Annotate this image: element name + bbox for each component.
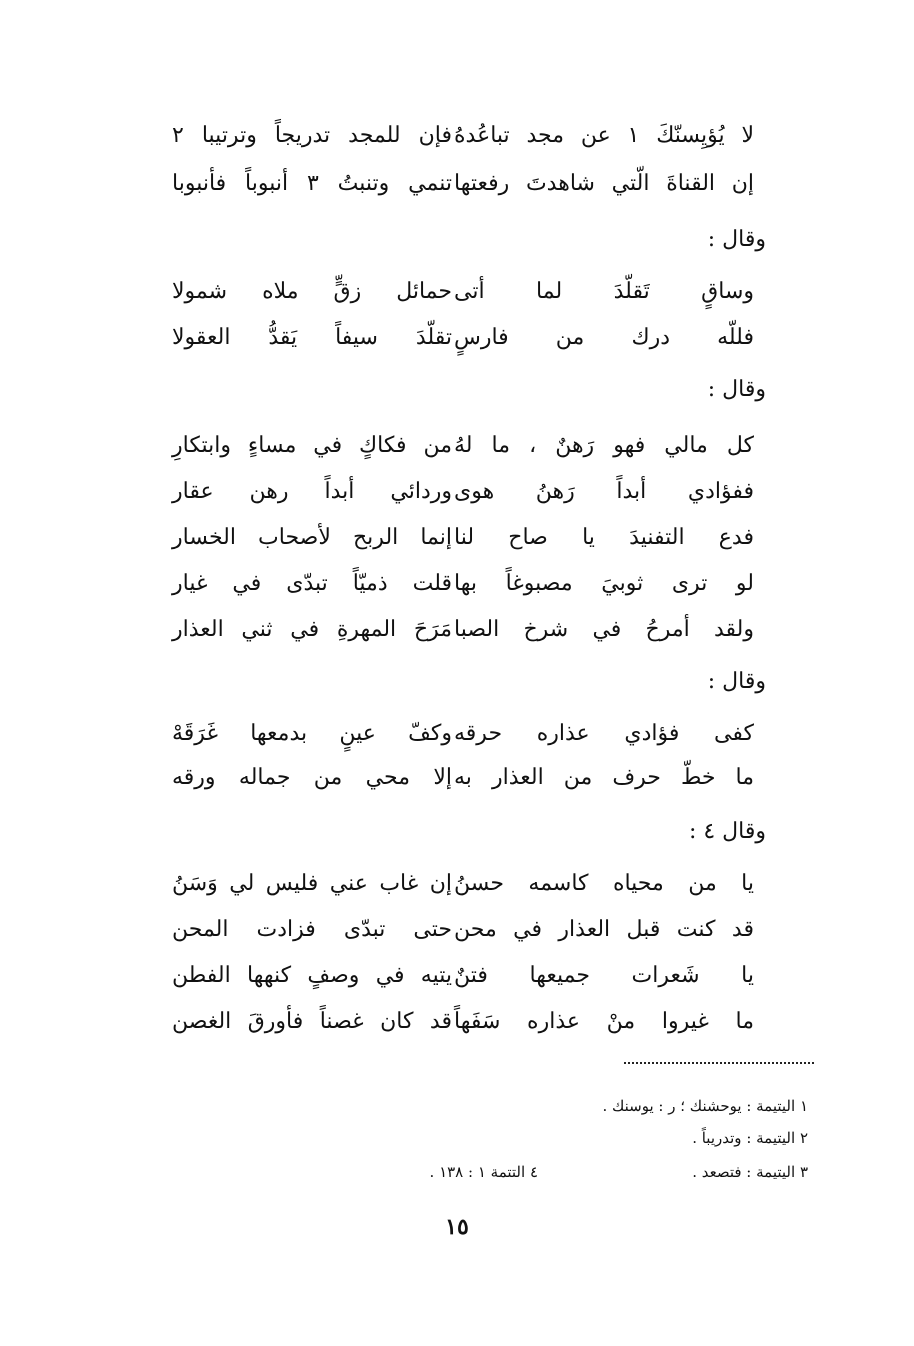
section-heading: وقال :	[707, 227, 766, 252]
verse-hemistich-2: حتى تبدّى فزادت المحن	[172, 917, 452, 942]
footnote-2: ٢ اليتيمة : وتدريباً .	[692, 1129, 808, 1147]
verse-hemistich-2: يتيه في وصفٍ كنهها الفطن	[172, 963, 452, 988]
verse-hemistich-2: قلت ذميّاً تبدّى في غيار	[172, 571, 452, 596]
verse-hemistich-1: كفى فؤادي عذاره حرقه	[454, 721, 754, 746]
verse-hemistich-1: لو ترى ثوبيَ مصبوغاً بها	[454, 571, 754, 596]
verse-hemistich-1: إن القناةَ الّتي شاهدتَ رفعتها	[454, 171, 754, 196]
verse-hemistich-2: وكفّ عينٍ بدمعها غَرَقَهْ	[172, 721, 452, 746]
section-heading: وقال :	[707, 377, 766, 402]
verse-hemistich-1: يا شَعرات جميعها فتنٌ	[454, 963, 754, 988]
verse-hemistich-2: وردائي أبداً رهن عقار	[172, 479, 452, 504]
verse-hemistich-1: ما غيروا منْ عذاره سَفَهاً	[454, 1009, 754, 1034]
verse-hemistich-1: فدع التفنيدَ يا صاح لنا	[454, 525, 754, 550]
verse-hemistich-2: حمائل زقٍّ ملاه شمولا	[172, 279, 452, 304]
verse-hemistich-2: إلا محي من جماله ورقه	[172, 765, 452, 790]
footnote-divider	[624, 1062, 814, 1064]
verse-hemistich-1: لا يُؤيِسنّكَ ١ عن مجد تباعُدهُ	[454, 123, 754, 148]
verse-hemistich-2: تقلّدَ سيفاً يَقدُّ العقولا	[172, 325, 452, 350]
verse-hemistich-2: إن غاب عني فليس لي وَسَنُ	[172, 871, 452, 896]
verse-hemistich-2: إنما الربح لأصحاب الخسار	[172, 525, 452, 550]
section-heading: وقال :	[707, 669, 766, 694]
verse-hemistich-2: مَرَحَ المهرةِ في ثني العذار	[172, 617, 452, 642]
footnote-4: ٤ التتمة ١ : ١٣٨ .	[429, 1163, 538, 1181]
verse-hemistich-1: فللّه درك من فارسٍ	[454, 325, 754, 350]
verse-hemistich-1: ما خطّ حرف من العذار به	[454, 765, 754, 790]
verse-hemistich-1: قد كنت قبل العذار في محن	[454, 917, 754, 942]
verse-hemistich-1: كل مالي فهو رَهنٌ ، ما لهُ	[454, 433, 754, 458]
footnote-3: ٣ اليتيمة : فتصعد .	[692, 1163, 808, 1181]
verse-hemistich-1: يا من محياه كاسمه حسنُ	[454, 871, 754, 896]
verse-hemistich-2: من فكاكٍ في مساءٍ وابتكارِ	[172, 433, 452, 458]
verse-hemistich-1: ولقد أمرحُ في شرخ الصبا	[454, 617, 754, 642]
verse-hemistich-2: تنمي وتنبتُ ٣ أنبوباً فأنبوبا	[172, 171, 452, 196]
verse-hemistich-1: وساقٍ تَقلّدَ لما أتى	[454, 279, 754, 304]
verse-hemistich-2: فإن للمجد تدريجاً وترتيبا ٢	[172, 123, 452, 148]
section-heading: وقال ٤ :	[688, 819, 766, 844]
verse-hemistich-1: ففؤادي أبداً رَهنُ هوى	[454, 479, 754, 504]
footnote-1: ١ اليتيمة : يوحشنك ؛ ر : يوسنك .	[602, 1097, 808, 1115]
verse-hemistich-2: قد كان غصناً فأورقَ الغصن	[172, 1009, 452, 1034]
page-number: ١٥	[445, 1214, 469, 1240]
